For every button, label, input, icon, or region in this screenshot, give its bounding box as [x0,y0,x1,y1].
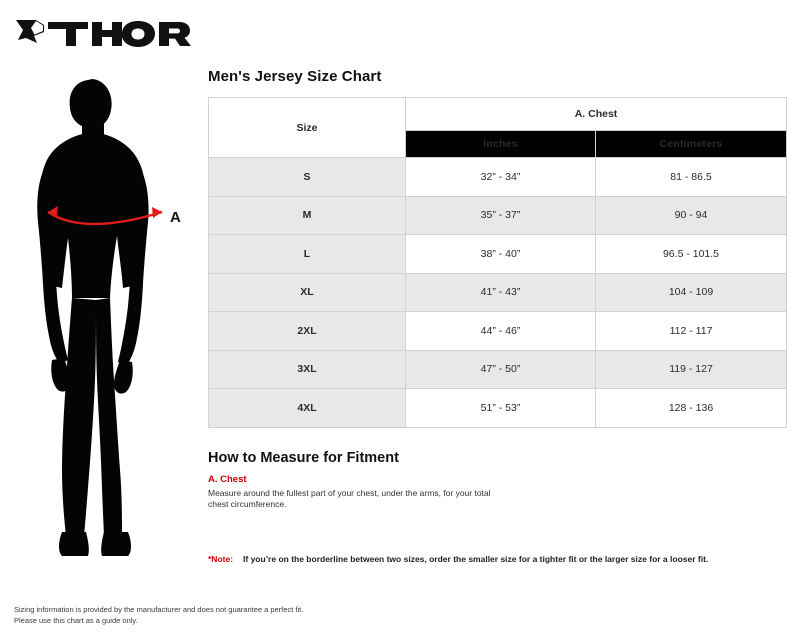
column-header-chest: A. Chest [406,98,787,131]
footer-line-2: Please use this chart as a guide only. [14,615,138,625]
note-row [208,554,786,564]
cell-size: XL [209,273,406,312]
table-row [209,273,787,312]
table-row [209,312,787,351]
cell-inches: 35” - 37” [406,196,596,235]
cell-inches: 38” - 40” [406,235,596,274]
figure-marker-label: A [170,209,181,226]
note-text: If you’re on the borderline between two sizes, order the smaller size for a tighter fit or the larger size for a looser fit. [243,554,709,565]
how-to-measure-title: How to Measure for Fitment [208,449,399,466]
cell-size: M [209,196,406,235]
cell-centimeters: 119 - 127 [596,350,787,389]
brand-wordmark [48,21,191,47]
cell-size: L [209,235,406,274]
footer-disclaimer [14,604,303,627]
cell-inches: 41” - 43” [406,273,596,312]
cell-size: S [209,158,406,197]
column-header-size: Size [209,98,406,158]
column-header-centimeters: Centimeters [596,131,787,158]
thor-helmet-icon [16,20,44,43]
size-chart-content [208,68,786,564]
cell-inches: 51” - 53” [406,389,596,428]
cell-centimeters: 128 - 136 [596,389,787,428]
male-torso-silhouette [37,79,148,556]
table-row [209,389,787,428]
size-chart-table [208,97,787,428]
page-title: Men's Jersey Size Chart [208,68,382,85]
measure-item-label: A. Chest [208,473,247,485]
table-row [209,196,787,235]
body-figure-illustration [10,70,200,570]
cell-centimeters: 90 - 94 [596,196,787,235]
table-row [209,158,787,197]
brand-logo [14,16,194,50]
note-label: *Note: [208,554,234,565]
table-row [209,235,787,274]
cell-centimeters: 104 - 109 [596,273,787,312]
column-header-inches: Inches [406,131,596,158]
cell-centimeters: 96.5 - 101.5 [596,235,787,274]
table-header-row-group [209,98,787,131]
cell-size: 3XL [209,350,406,389]
measure-item-chest [208,474,786,511]
cell-inches: 44” - 46” [406,312,596,351]
cell-size: 4XL [209,389,406,428]
footer-line-1: Sizing information is provided by the manufacturer and does not guarantee a perfect fit. [14,604,304,614]
cell-size: 2XL [209,312,406,351]
cell-centimeters: 81 - 86.5 [596,158,787,197]
cell-inches: 47” - 50” [406,350,596,389]
measure-item-text-line2: chest circumference. [208,498,287,509]
cell-inches: 32” - 34” [406,158,596,197]
table-row [209,350,787,389]
measure-item-text-line1: Measure around the fullest part of your chest, under the arms, for your total [208,487,491,498]
cell-centimeters: 112 - 117 [596,312,787,351]
